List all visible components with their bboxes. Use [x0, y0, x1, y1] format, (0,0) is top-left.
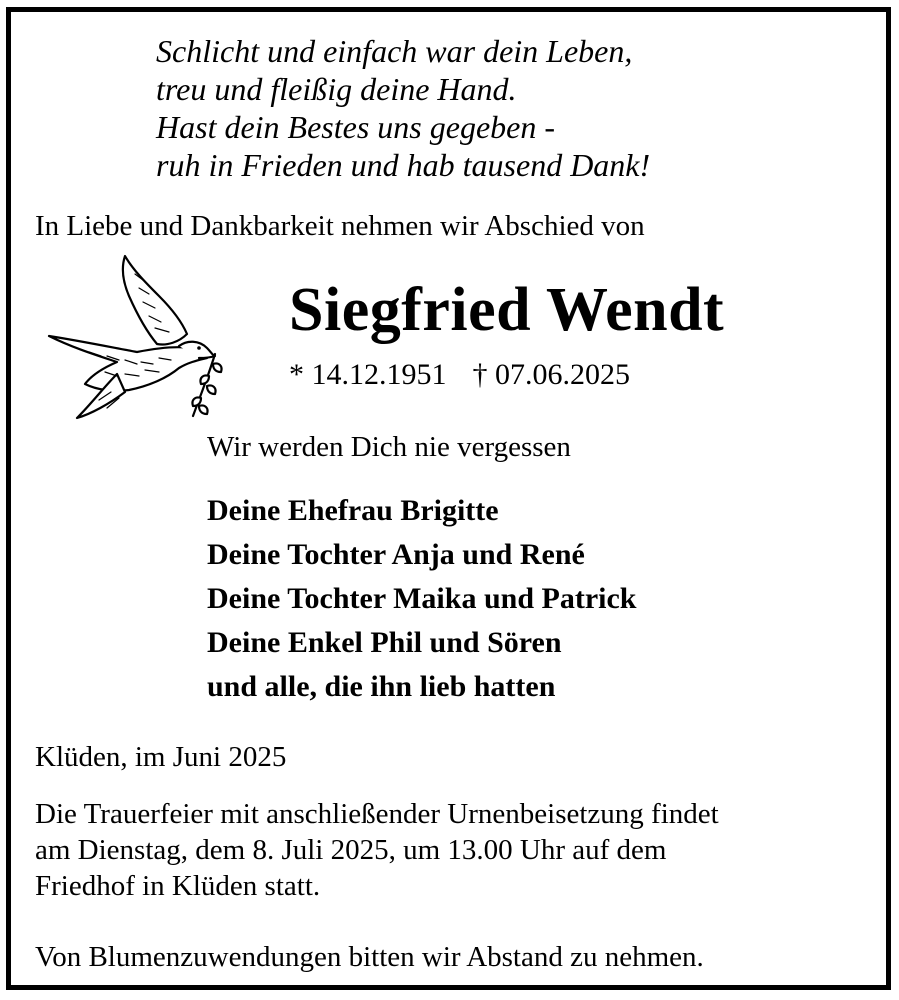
- life-dates: [289, 357, 630, 393]
- poem-line: Hast dein Bestes uns gegeben -: [156, 109, 556, 145]
- ceremony-line: Friedhof in Klüden statt.: [35, 870, 321, 902]
- farewell-intro: In Liebe und Dankbarkeit nehmen wir Abschied von: [35, 210, 645, 242]
- birth-date: * 14.12.1951: [289, 358, 447, 391]
- family-member: Deine Tochter Anja und René: [207, 538, 585, 571]
- flowers-note: Von Blumenzuwendungen bitten wir Abstand zu nehmen.: [35, 941, 704, 973]
- dove-with-olive-branch-icon: [29, 244, 229, 424]
- ceremony-line: Die Trauerfeier mit anschließender Urnenbeisetzung findet: [35, 798, 719, 830]
- obituary-frame: [6, 7, 891, 990]
- family-member: Deine Enkel Phil und Sören: [207, 626, 562, 659]
- ceremony-notice: [35, 796, 719, 904]
- poem-line: Schlicht und einfach war dein Leben,: [156, 33, 633, 69]
- family-member: Deine Tochter Maika und Patrick: [207, 582, 637, 615]
- ceremony-line: am Dienstag, dem 8. Juli 2025, um 13.00 Uhr auf dem: [35, 834, 667, 866]
- family-member: und alle, die ihn lieb hatten: [207, 670, 556, 703]
- place-and-date: Klüden, im Juni 2025: [35, 741, 287, 773]
- family-list: [207, 489, 636, 709]
- poem-line: ruh in Frieden und hab tausend Dank!: [156, 147, 651, 183]
- death-date: † 07.06.2025: [472, 358, 630, 391]
- poem: [156, 32, 650, 184]
- deceased-name: Siegfried Wendt: [289, 276, 725, 344]
- poem-line: treu und fleißig deine Hand.: [156, 71, 517, 107]
- never-forget-line: Wir werden Dich nie vergessen: [207, 431, 571, 463]
- family-member: Deine Ehefrau Brigitte: [207, 494, 499, 527]
